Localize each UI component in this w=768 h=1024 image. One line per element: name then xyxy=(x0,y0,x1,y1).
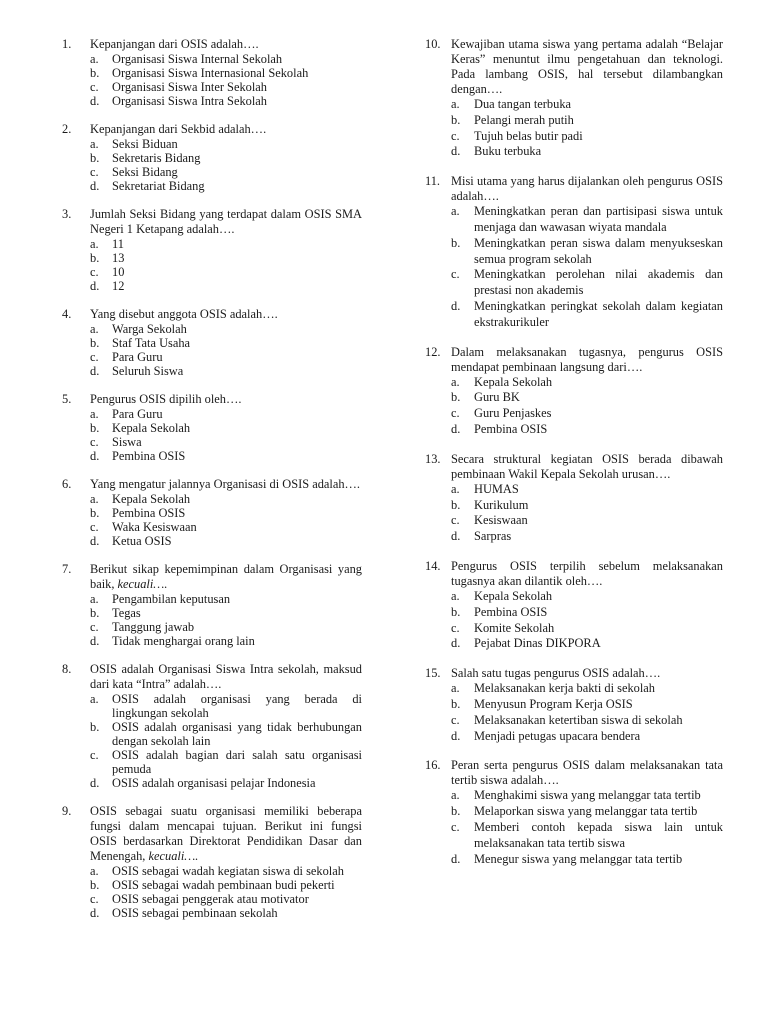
option-item xyxy=(62,94,362,108)
question-number: 15. xyxy=(425,666,441,681)
option-text: OSIS adalah organisasi yang berada di lingkungan sekolah xyxy=(112,692,362,720)
question-text xyxy=(451,666,723,681)
option-text: Kepala Sekolah xyxy=(112,421,191,435)
option-item xyxy=(62,606,362,620)
option-item xyxy=(62,748,362,776)
option-item xyxy=(425,788,723,804)
question-text xyxy=(90,37,362,52)
question-line xyxy=(425,758,723,788)
option-text: OSIS adalah bagian dari salah satu organisasi pemuda xyxy=(112,748,362,776)
question xyxy=(425,37,723,160)
question xyxy=(425,666,723,744)
option-text: Meningkatkan peringkat sekolah dalam kegiatan ekstrakurikuler xyxy=(474,298,723,329)
option-letter: d. xyxy=(451,421,461,436)
option-letter: b. xyxy=(451,112,461,127)
question-line xyxy=(62,804,362,864)
question-text-main: Kepanjangan dari Sekbid adalah…. xyxy=(90,122,267,136)
option-text: Staf Tata Usaha xyxy=(112,336,191,350)
option-text: Seksi Biduan xyxy=(112,137,178,151)
question-number: 8. xyxy=(62,662,72,676)
option-letter: a. xyxy=(451,204,460,219)
options-list xyxy=(62,692,362,790)
question-line xyxy=(425,666,723,681)
question-number: 12. xyxy=(425,344,441,359)
option-item xyxy=(62,350,362,364)
option-letter: a. xyxy=(451,681,460,696)
option-text: Organisasi Siswa Inter Sekolah xyxy=(112,80,267,94)
question-line xyxy=(62,37,362,52)
question xyxy=(62,477,362,548)
option-letter: b. xyxy=(90,720,100,734)
option-letter: b. xyxy=(90,251,100,265)
option-text: 13 xyxy=(112,251,125,265)
question-text xyxy=(90,207,362,237)
option-letter: a. xyxy=(90,864,99,878)
option-text: Seksi Bidang xyxy=(112,165,178,179)
question-text-main: Yang disebut anggota OSIS adalah…. xyxy=(90,307,278,321)
option-text: Guru Penjaskes xyxy=(474,406,552,421)
question-text xyxy=(90,392,362,407)
question xyxy=(62,662,362,790)
option-letter: c. xyxy=(451,620,460,635)
option-item xyxy=(425,236,723,268)
option-letter: c. xyxy=(90,435,99,449)
question-number: 13. xyxy=(425,451,441,466)
option-item xyxy=(425,390,723,406)
options-list xyxy=(62,864,362,920)
question-text-main: Jumlah Seksi Bidang yang terdapat dalam OSIS SMA Negeri 1 Ketapang adalah…. xyxy=(90,207,362,236)
option-letter: c. xyxy=(90,265,99,279)
option-letter: b. xyxy=(451,235,461,250)
question-line xyxy=(62,122,362,137)
options-list xyxy=(62,52,362,108)
option-text: Organisasi Siswa Intra Sekolah xyxy=(112,94,267,108)
option-item xyxy=(425,129,723,145)
question-line xyxy=(425,174,723,204)
option-letter: a. xyxy=(451,97,460,111)
option-text: Meningkatkan peran dan partisipasi siswa untuk menjaga dan wawasan wiyata mandala xyxy=(474,204,723,234)
question-text-main: Peran serta pengurus OSIS dalam melaksanakan tata tertib siswa adalah…. xyxy=(451,758,723,788)
option-text: Waka Kesiswaan xyxy=(112,520,197,534)
question-line xyxy=(62,562,362,592)
option-text: Warga Sekolah xyxy=(112,322,187,336)
option-letter: b. xyxy=(90,506,100,520)
option-letter: d. xyxy=(90,179,100,193)
option-text: Seluruh Siswa xyxy=(112,364,184,378)
option-text: 11 xyxy=(112,237,124,251)
question-text-main: OSIS adalah Organisasi Siswa Intra sekolah, maksud dari kata “Intra” adalah…. xyxy=(90,662,362,691)
question xyxy=(62,307,362,378)
option-letter: c. xyxy=(451,513,460,528)
option-item xyxy=(62,80,362,94)
option-letter: a. xyxy=(90,492,99,506)
question-line xyxy=(425,345,723,375)
option-text: Dua tangan terbuka xyxy=(474,97,572,111)
option-text: Kurikulum xyxy=(474,497,529,512)
question-line xyxy=(62,392,362,407)
option-item xyxy=(62,165,362,179)
question-text-italic: kecuali…. xyxy=(148,849,199,863)
option-item xyxy=(425,204,723,236)
option-letter: c. xyxy=(90,350,99,364)
options-list xyxy=(62,492,362,548)
option-text: Siswa xyxy=(112,435,142,449)
option-text: Pejabat Dinas DIKPORA xyxy=(474,636,601,651)
option-text: Para Guru xyxy=(112,350,163,364)
option-text: Tegas xyxy=(112,606,141,620)
option-item xyxy=(62,449,362,463)
option-letter: b. xyxy=(451,497,461,512)
option-letter: b. xyxy=(451,604,461,619)
question-number: 11. xyxy=(425,174,441,189)
option-letter: b. xyxy=(451,390,461,405)
question-text xyxy=(90,307,362,322)
option-letter: d. xyxy=(451,298,461,313)
question xyxy=(62,392,362,463)
option-item xyxy=(62,279,362,293)
option-item xyxy=(62,720,362,748)
option-letter: d. xyxy=(451,144,461,159)
option-text: OSIS adalah organisasi pelajar Indonesia xyxy=(112,776,316,790)
question-line xyxy=(425,452,723,482)
option-text: Menjadi petugas upacara bendera xyxy=(474,728,641,743)
question-text xyxy=(451,452,723,482)
option-item xyxy=(62,906,362,920)
question-text-main: Dalam melaksanakan tugasnya, pengurus OSIS mendapat pembinaan langsung dari…. xyxy=(451,344,723,374)
option-text: Kepala Sekolah xyxy=(474,374,553,389)
option-letter: a. xyxy=(451,481,460,496)
option-letter: c. xyxy=(451,267,460,282)
option-letter: a. xyxy=(90,592,99,606)
option-item xyxy=(62,237,362,251)
question-text xyxy=(90,477,362,492)
option-item xyxy=(425,681,723,697)
question-number: 16. xyxy=(425,758,441,773)
option-item xyxy=(425,697,723,713)
option-text: Melaksanakan kerja bakti di sekolah xyxy=(474,681,655,696)
option-text: OSIS adalah organisasi yang tidak berhubungan dengan sekolah lain xyxy=(112,720,362,748)
option-text: Pembina OSIS xyxy=(474,604,548,619)
option-text: Organisasi Siswa Internasional Sekolah xyxy=(112,66,309,80)
option-letter: a. xyxy=(90,137,99,151)
option-text: Menyusun Program Kerja OSIS xyxy=(474,696,633,711)
option-letter: d. xyxy=(451,728,461,743)
options-list xyxy=(62,407,362,463)
options-list xyxy=(62,237,362,293)
option-item xyxy=(62,151,362,165)
question-text-main: Kewajiban utama siswa yang pertama adalah “Belajar Keras” menuntut ilmu pengetahuan dan teknologi. Pada lambang OSIS, hal tersebut dilambangkan dengan…. xyxy=(451,37,723,96)
left-column xyxy=(62,37,362,934)
question xyxy=(425,758,723,867)
option-item xyxy=(62,336,362,350)
option-letter: c. xyxy=(451,712,460,727)
option-text: Ketua OSIS xyxy=(112,534,172,548)
option-item xyxy=(425,144,723,160)
option-item xyxy=(425,375,723,391)
option-letter: d. xyxy=(90,94,100,108)
option-letter: d. xyxy=(451,529,461,544)
option-item xyxy=(425,529,723,545)
option-letter: b. xyxy=(451,696,461,711)
option-letter: c. xyxy=(90,892,99,906)
option-item xyxy=(62,776,362,790)
options-list xyxy=(62,592,362,648)
question-text xyxy=(451,345,723,375)
question-line xyxy=(425,559,723,589)
option-letter: c. xyxy=(451,819,460,834)
option-item xyxy=(62,364,362,378)
option-item xyxy=(425,498,723,514)
option-item xyxy=(62,137,362,151)
option-letter: d. xyxy=(90,364,100,378)
option-item xyxy=(425,482,723,498)
option-text: Meningkatkan perolehan nilai akademis dan prestasi non akademis xyxy=(474,267,723,298)
option-item xyxy=(62,506,362,520)
question-text xyxy=(90,562,362,592)
option-text: Komite Sekolah xyxy=(474,620,555,635)
option-letter: d. xyxy=(90,279,100,293)
option-item xyxy=(425,299,723,331)
options-list xyxy=(425,375,723,438)
option-item xyxy=(425,636,723,652)
option-text: Pelangi merah putih xyxy=(474,112,574,127)
option-item xyxy=(62,634,362,648)
option-letter: c. xyxy=(90,748,99,762)
option-item xyxy=(62,492,362,506)
question-number: 7. xyxy=(62,562,72,576)
option-text: Melaporkan siswa yang melanggar tata tertib xyxy=(474,804,698,819)
option-letter: b. xyxy=(90,421,100,435)
question xyxy=(425,345,723,438)
option-letter: a. xyxy=(90,322,99,336)
option-item xyxy=(425,97,723,113)
question-text-main: OSIS sebagai suatu organisasi memiliki beberapa fungsi dalam mencapai tujuan. Berikut ini fungsi OSIS berdasarkan Direktorat Pendidikan Dasar dan Menengah, xyxy=(90,804,362,863)
option-item xyxy=(425,605,723,621)
option-item xyxy=(62,407,362,421)
option-letter: a. xyxy=(451,588,460,603)
option-text: Memberi contoh kepada siswa lain untuk melaksanakan tata tertib siswa xyxy=(474,819,723,850)
option-letter: c. xyxy=(90,520,99,534)
question-number: 14. xyxy=(425,558,441,573)
question-number: 10. xyxy=(425,37,441,51)
question-text xyxy=(90,804,362,864)
option-item xyxy=(62,520,362,534)
option-letter: d. xyxy=(451,636,461,651)
option-text: OSIS sebagai pembinaan sekolah xyxy=(112,906,278,920)
option-letter: b. xyxy=(451,804,461,819)
option-item xyxy=(62,864,362,878)
option-letter: a. xyxy=(90,407,99,421)
option-letter: b. xyxy=(90,606,100,620)
option-letter: c. xyxy=(90,165,99,179)
question-line xyxy=(62,477,362,492)
option-item xyxy=(425,820,723,852)
option-item xyxy=(62,421,362,435)
option-letter: a. xyxy=(90,692,99,706)
question-number: 1. xyxy=(62,37,72,51)
option-item xyxy=(425,113,723,129)
option-text: Sekretariat Bidang xyxy=(112,179,205,193)
option-text: Melaksanakan ketertiban siswa di sekolah xyxy=(474,712,683,727)
question-text-main: Yang mengatur jalannya Organisasi di OSIS adalah…. xyxy=(90,477,361,491)
option-text: Tanggung jawab xyxy=(112,620,195,634)
option-letter: d. xyxy=(90,449,100,463)
options-list xyxy=(425,482,723,545)
options-list xyxy=(425,204,723,330)
question-text-italic: kecuali…. xyxy=(117,577,168,591)
option-item xyxy=(425,621,723,637)
option-text: Tidak menghargai orang lain xyxy=(112,634,255,648)
option-text: Pengambilan keputusan xyxy=(112,592,231,606)
question-number: 2. xyxy=(62,122,72,136)
options-list xyxy=(425,788,723,867)
options-list xyxy=(62,137,362,193)
option-letter: b. xyxy=(90,151,100,165)
option-letter: b. xyxy=(90,336,100,350)
question-text-main: Secara struktural kegiatan OSIS berada dibawah pembinaan Wakil Kepala Sekolah urusan…. xyxy=(451,451,723,481)
option-item xyxy=(425,589,723,605)
option-item xyxy=(425,729,723,745)
option-text: Pembina OSIS xyxy=(112,506,186,520)
question xyxy=(62,562,362,648)
question xyxy=(62,207,362,293)
option-text: Sekretaris Bidang xyxy=(112,151,201,165)
option-text: Organisasi Siswa Internal Sekolah xyxy=(112,52,283,66)
option-letter: c. xyxy=(451,128,460,143)
option-item xyxy=(62,179,362,193)
options-list xyxy=(425,97,723,160)
option-item xyxy=(62,52,362,66)
option-letter: d. xyxy=(451,851,461,866)
option-text: 10 xyxy=(112,265,125,279)
option-text: OSIS sebagai wadah pembinaan budi pekerti xyxy=(112,878,335,892)
option-letter: d. xyxy=(90,906,100,920)
question-text xyxy=(90,662,362,692)
option-text: Kepala Sekolah xyxy=(112,492,191,506)
option-text: Pembina OSIS xyxy=(474,421,548,436)
option-letter: a. xyxy=(451,374,460,389)
option-item xyxy=(62,892,362,906)
option-text: Meningkatkan peran siswa dalam menyukseskan semua program sekolah xyxy=(474,235,723,266)
question-text xyxy=(90,122,362,137)
question-text-main: Pengurus OSIS dipilih oleh…. xyxy=(90,392,242,406)
question-text-main: Kepanjangan dari OSIS adalah…. xyxy=(90,37,259,51)
option-text: Menghakimi siswa yang melanggar tata tertib xyxy=(474,788,701,803)
question-text-main: Misi utama yang harus dijalankan oleh pengurus OSIS adalah…. xyxy=(451,174,723,204)
option-item xyxy=(62,435,362,449)
option-text: Para Guru xyxy=(112,407,163,421)
question-line xyxy=(425,37,723,97)
question-text-main: Pengurus OSIS terpilih sebelum melaksanakan tugasnya akan dilantik oleh…. xyxy=(451,558,723,588)
option-item xyxy=(62,620,362,634)
question xyxy=(62,122,362,193)
option-letter: b. xyxy=(90,66,100,80)
option-letter: a. xyxy=(90,52,99,66)
option-text: HUMAS xyxy=(474,481,519,496)
options-list xyxy=(62,322,362,378)
option-letter: c. xyxy=(90,620,99,634)
option-letter: a. xyxy=(90,237,99,251)
option-letter: d. xyxy=(90,534,100,548)
option-text: OSIS sebagai penggerak atau motivator xyxy=(112,892,309,906)
question-line xyxy=(62,207,362,237)
option-item xyxy=(62,592,362,606)
question-text xyxy=(451,37,723,97)
option-letter: a. xyxy=(451,788,460,803)
option-item xyxy=(425,513,723,529)
question-number: 9. xyxy=(62,804,72,818)
option-item xyxy=(425,804,723,820)
option-letter: d. xyxy=(90,634,100,648)
question-text xyxy=(451,758,723,788)
question-line xyxy=(62,307,362,322)
question xyxy=(425,559,723,652)
question-text xyxy=(451,174,723,204)
option-text: Buku terbuka xyxy=(474,144,542,159)
option-item xyxy=(62,322,362,336)
option-text: 12 xyxy=(112,279,125,293)
question-number: 4. xyxy=(62,307,72,321)
option-text: Kesiswaan xyxy=(474,513,528,528)
option-text: Kepala Sekolah xyxy=(474,588,553,603)
option-item xyxy=(62,251,362,265)
option-letter: c. xyxy=(90,80,99,94)
options-list xyxy=(425,589,723,652)
right-column xyxy=(425,37,723,881)
question-text-main: Salah satu tugas pengurus OSIS adalah…. xyxy=(451,666,661,681)
option-item xyxy=(62,66,362,80)
question-number: 3. xyxy=(62,207,72,221)
option-item xyxy=(425,713,723,729)
question xyxy=(425,174,723,330)
question-number: 5. xyxy=(62,392,72,406)
option-text: Guru BK xyxy=(474,390,520,405)
question-text xyxy=(451,559,723,589)
option-item xyxy=(425,422,723,438)
question-text-main: Berikut sikap kepemimpinan dalam Organisasi yang baik, xyxy=(90,562,362,591)
option-item xyxy=(62,534,362,548)
option-text: Tujuh belas butir padi xyxy=(474,128,583,143)
question xyxy=(62,804,362,920)
option-item xyxy=(62,692,362,720)
option-text: OSIS sebagai wadah kegiatan siswa di sekolah xyxy=(112,864,344,878)
option-text: Menegur siswa yang melanggar tata tertib xyxy=(474,851,683,866)
option-item xyxy=(425,267,723,299)
question-number: 6. xyxy=(62,477,72,491)
option-item xyxy=(425,406,723,422)
option-item xyxy=(62,878,362,892)
options-list xyxy=(425,681,723,744)
option-letter: c. xyxy=(451,406,460,421)
option-item xyxy=(425,852,723,868)
option-letter: d. xyxy=(90,776,100,790)
option-text: Pembina OSIS xyxy=(112,449,186,463)
question xyxy=(62,37,362,108)
question-line xyxy=(62,662,362,692)
option-item xyxy=(62,265,362,279)
question xyxy=(425,452,723,545)
option-letter: b. xyxy=(90,878,100,892)
option-text: Sarpras xyxy=(474,529,512,544)
